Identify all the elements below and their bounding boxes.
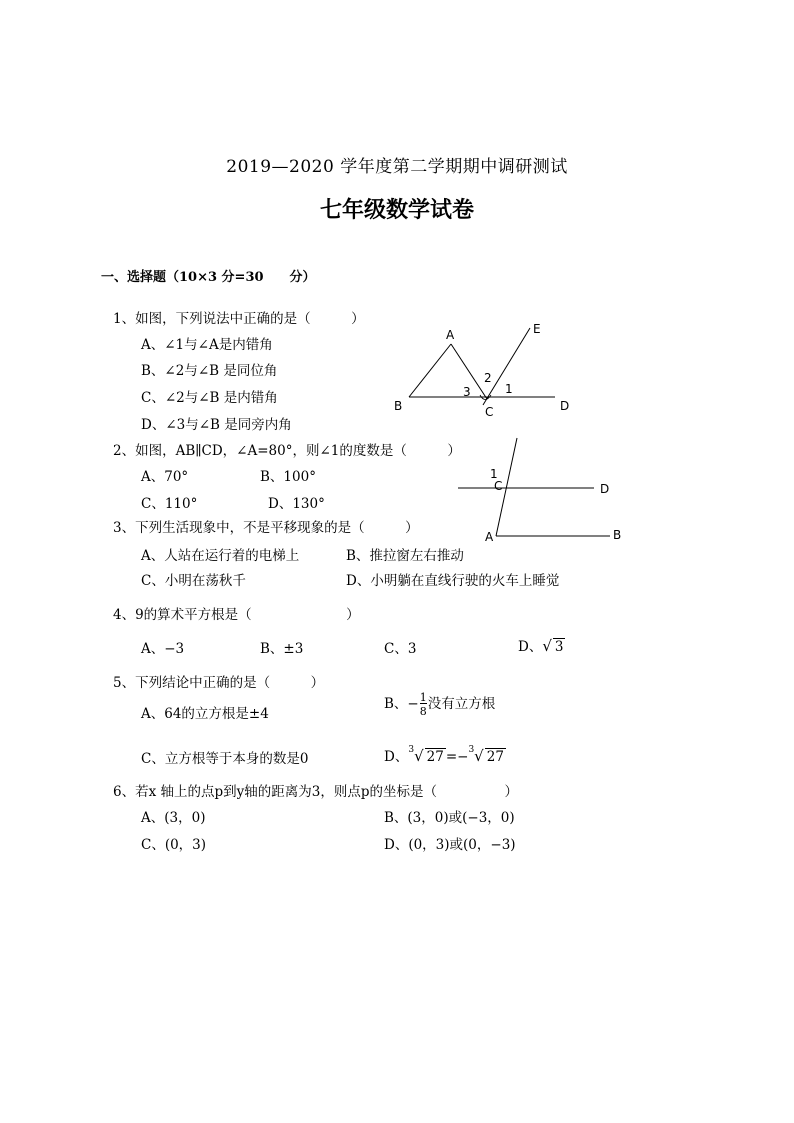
question-1-option-d: D、∠3与∠B 是同旁内角 xyxy=(141,417,292,433)
label-d: D xyxy=(600,482,610,496)
label-b: B xyxy=(613,528,622,542)
question-2-option-b: B、100° xyxy=(260,469,316,485)
option-d-prefix: D、 xyxy=(518,639,543,655)
label-c: C xyxy=(494,479,503,493)
exam-title: 七年级数学试卷 xyxy=(319,197,474,223)
label-a: A xyxy=(446,328,455,342)
angle-label-1: 1 xyxy=(505,382,513,396)
question-3-stem: 3、下列生活现象中，不是平移现象的是（ ） xyxy=(113,520,419,536)
question-1-option-b: B、∠2与∠B 是同位角 xyxy=(141,363,278,379)
label-e: E xyxy=(533,322,541,336)
question-4-option-b: B、±3 xyxy=(260,641,304,657)
label-d: D xyxy=(560,399,570,413)
radical-sign-2: √ xyxy=(474,747,484,765)
angle-label-2: 2 xyxy=(484,371,492,385)
question-2-option-a: A、70° xyxy=(141,469,189,485)
root-index-1: 3 xyxy=(408,745,415,755)
option-d-prefix: D、 xyxy=(384,749,409,765)
question-3-option-a: A、人站在运行着的电梯上 xyxy=(141,548,300,564)
radical-sign: √ xyxy=(542,637,552,655)
question-2-stem: 2、如图，AB∥CD，∠A=80°，则∠1的度数是（ ） xyxy=(113,443,461,459)
exam-header: 2019—2020 学年度第二学期期中调研测试 xyxy=(226,157,568,177)
question-1-stem: 1、如图，下列说法中正确的是（ ） xyxy=(113,311,365,327)
option-b-suffix: 没有立方根 xyxy=(427,696,496,712)
question-1-option-c: C、∠2与∠B 是内错角 xyxy=(141,390,278,406)
question-4-option-c: C、3 xyxy=(384,641,417,657)
fraction-denominator: 8 xyxy=(419,705,427,718)
question-1-option-a: A、∠1与∠A是内错角 xyxy=(141,337,273,353)
question-4-stem: 4、9的算术平方根是（ ） xyxy=(113,607,360,623)
question-6-option-c: C、(0，3) xyxy=(141,837,207,853)
question-2-figure xyxy=(450,432,630,547)
root-index-2: 3 xyxy=(468,745,475,755)
question-4-option-d xyxy=(518,635,565,655)
question-2-option-c: C、110° xyxy=(141,496,198,512)
question-6-option-a: A、(3，0) xyxy=(141,810,206,826)
fraction-numerator: 1 xyxy=(419,691,427,704)
option-b-prefix: B、− xyxy=(384,696,419,712)
question-6-stem: 6、若x 轴上的点p到y轴的距离为3，则点p的坐标是（ ） xyxy=(113,784,518,800)
radicand: 3 xyxy=(554,639,564,655)
question-6-option-d: D、(0，3)或(0，−3) xyxy=(384,837,516,853)
option-d-middle: =− xyxy=(445,749,469,765)
question-1-figure xyxy=(385,318,585,428)
radical-sign-1: √ xyxy=(414,747,424,765)
angle-label-1: 1 xyxy=(490,467,498,481)
question-5-option-c: C、立方根等于本身的数是0 xyxy=(141,751,309,767)
question-5-option-a: A、64的立方根是±4 xyxy=(141,706,269,722)
question-4-option-a: A、−3 xyxy=(141,641,185,657)
radicand-1: 27 xyxy=(426,749,444,765)
question-5-stem: 5、下列结论中正确的是（ ） xyxy=(113,675,325,691)
segment-ab xyxy=(409,344,451,397)
question-2-option-d: D、130° xyxy=(268,496,325,512)
question-5-option-b xyxy=(384,692,495,717)
fraction xyxy=(420,692,427,717)
question-3-option-d: D、小明躺在直线行驶的火车上睡觉 xyxy=(346,573,560,589)
label-b: B xyxy=(394,399,403,413)
question-3-option-c: C、小明在荡秋千 xyxy=(141,573,246,589)
question-6-option-b: B、(3，0)或(−3，0) xyxy=(384,810,515,826)
label-a: A xyxy=(485,530,494,544)
question-3-option-b: B、推拉窗左右推动 xyxy=(346,548,464,564)
angle-label-3: 3 xyxy=(463,385,471,399)
question-5-option-d xyxy=(384,745,506,765)
label-c: C xyxy=(485,405,494,419)
radicand-2: 27 xyxy=(486,749,504,765)
section-title: 一、选择题（10×3 分=30 分） xyxy=(101,270,316,285)
